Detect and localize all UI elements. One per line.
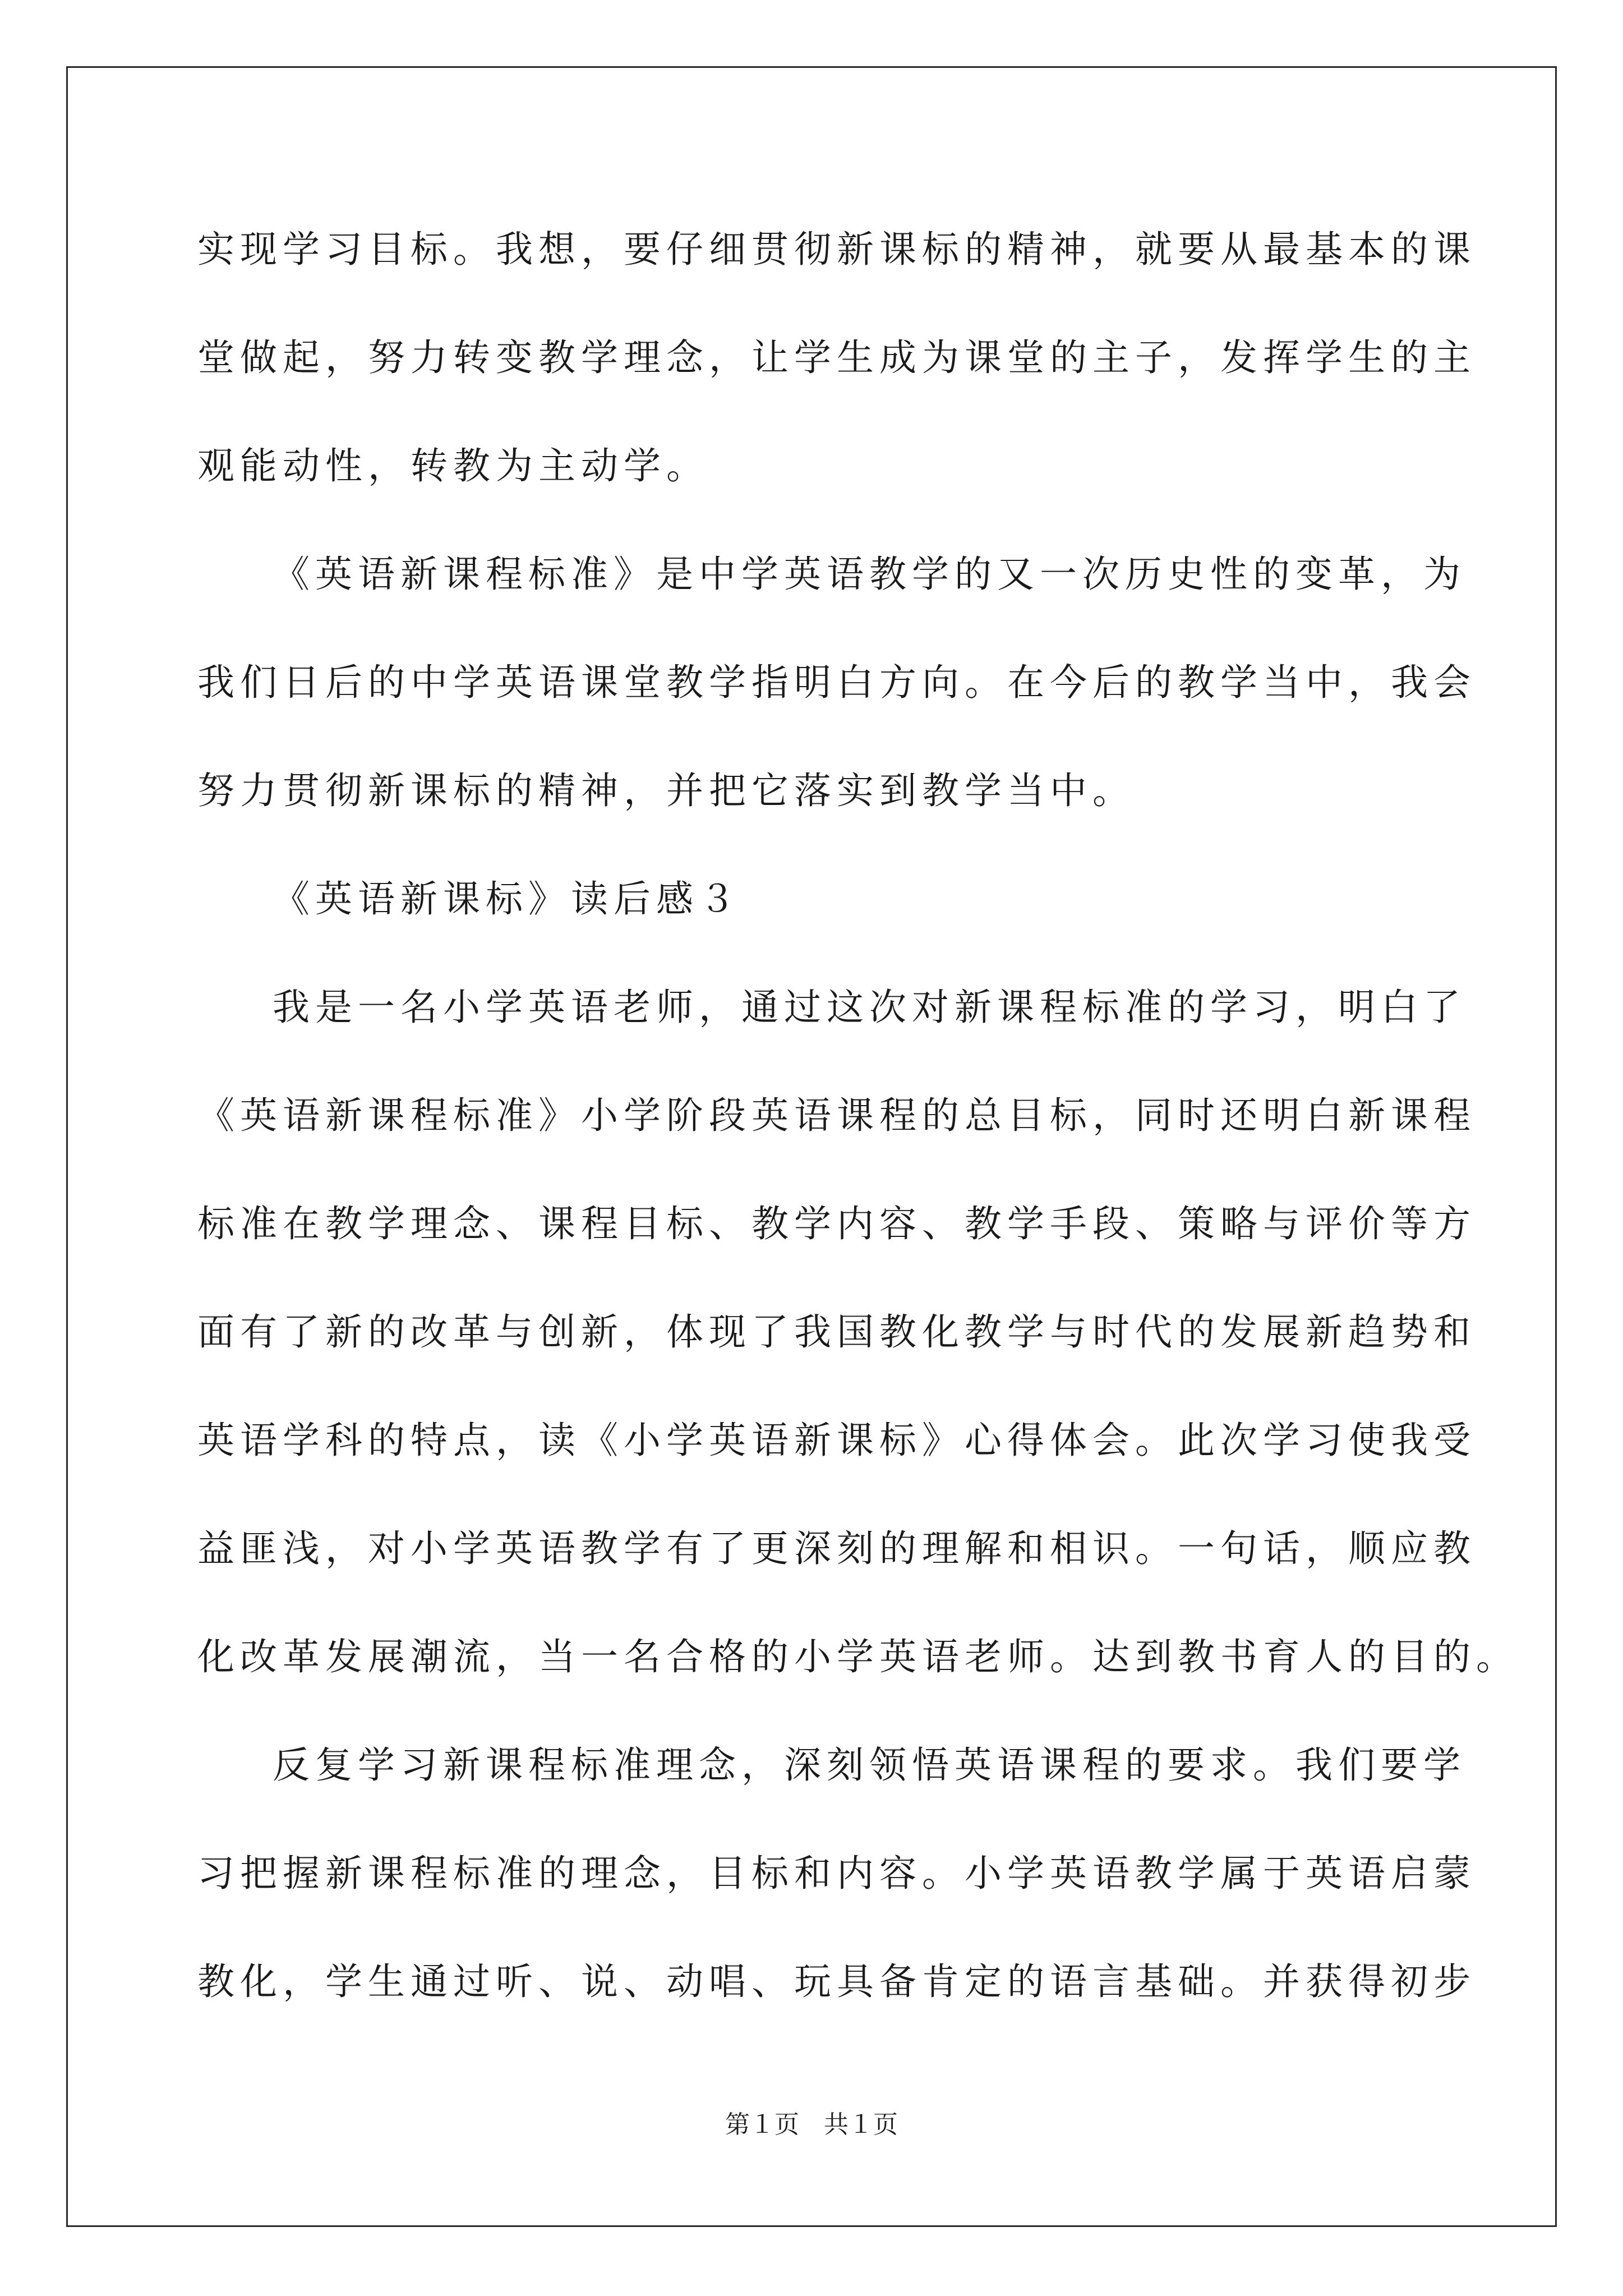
- text-line: 英语学科的特点，读《小学英语新课标》心得体会。此次学习使我受: [197, 1419, 1476, 1462]
- paragraph-start-line: 我是一名小学英语老师，通过这次对新课程标准的学习，明白了: [273, 986, 1466, 1029]
- text-line: 益匪浅，对小学英语教学有了更深刻的理解和相识。一句话，顺应教: [197, 1527, 1476, 1570]
- paragraph-start-line: 《英语新课程标准》是中学英语教学的又一次历史性的变革，为: [273, 553, 1466, 596]
- text-line: 《英语新课程标准》小学阶段英语课程的总目标，同时还明白新课程: [197, 1094, 1476, 1137]
- text-line: 堂做起，努力转变教学理念，让学生成为课堂的主子，发挥学生的主: [197, 336, 1476, 379]
- section-heading: 《英语新课标》读后感３: [273, 877, 741, 921]
- text-line: 努力贯彻新课标的精神，并把它落实到教学当中。: [197, 769, 1135, 812]
- text-line: 习把握新课程标准的理念，目标和内容。小学英语教学属于英语启蒙: [197, 1852, 1476, 1895]
- text-line: 化改革发展潮流，当一名合格的小学英语老师。达到教书育人的目的。: [197, 1635, 1519, 1678]
- paragraph-start-line: 反复学习新课程标准理念，深刻领悟英语课程的要求。我们要学: [273, 1743, 1466, 1787]
- text-line: 实现学习目标。我想，要仔细贯彻新课标的精神，就要从最基本的课: [197, 228, 1476, 271]
- text-line: 教化，学生通过听、说、动唱、玩具备肯定的语言基础。并获得初步: [197, 1960, 1476, 2003]
- text-line: 面有了新的改革与创新，体现了我国教化教学与时代的发展新趋势和: [197, 1310, 1476, 1354]
- page-footer: 第１页 共１页: [725, 2110, 898, 2139]
- text-line: 我们日后的中学英语课堂教学指明白方向。在今后的教学当中，我会: [197, 661, 1476, 704]
- text-line: 标准在教学理念、课程目标、教学内容、教学手段、策略与评价等方: [197, 1202, 1476, 1245]
- text-line: 观能动性，转教为主动学。: [197, 444, 709, 487]
